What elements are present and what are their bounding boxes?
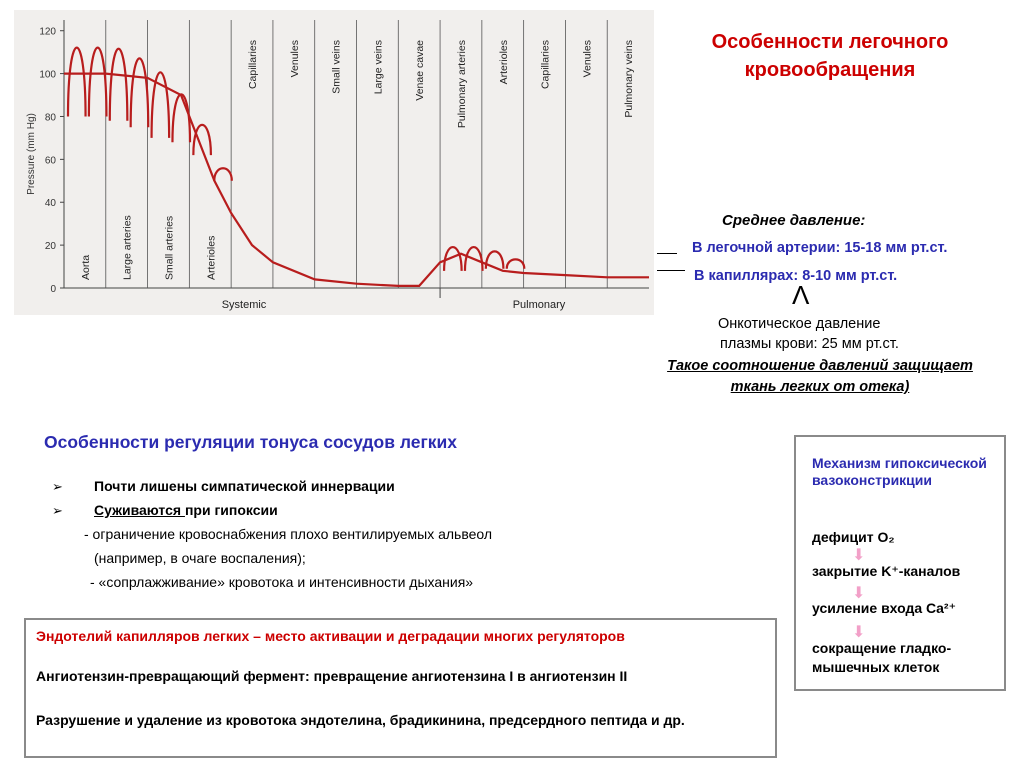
sub-item: - «сопрлажживание» кровотока и интенсивности дыхания»	[90, 574, 474, 590]
segment-label: Capillaries	[539, 40, 552, 90]
mechanism-step-deficit: дефицит O₂	[812, 529, 895, 545]
segment-label: Large arteries	[121, 215, 134, 280]
mean-pressure-label: Среднее давление:	[722, 212, 866, 229]
mechanism-step-increase: усиление входа Ca²⁺	[812, 600, 956, 616]
arrow-down-icon: ⬇	[852, 624, 866, 641]
bullet-arrow-icon: ➢	[52, 503, 63, 518]
pulmonary-artery-pressure: В легочной артерии: 15-18 мм рт.ст.	[692, 240, 948, 256]
capillary-pressure: В капиллярах: 8-10 мм рт.ст.	[694, 268, 898, 284]
segment-label: Capillaries	[247, 39, 260, 90]
oncotic-pressure-line-1: Онкотическое давление	[718, 316, 881, 332]
sub-item: (например, в очаге воспаления);	[94, 550, 306, 566]
y-tick-label: 20	[44, 241, 56, 253]
segment-label: Venules	[581, 40, 594, 78]
bullet-item: Почти лишены симпатической иннервации	[94, 478, 395, 494]
segment-label: Large veins	[372, 40, 385, 95]
mechanism-step-contract: сокращение гладко-мышечных клеток	[812, 640, 952, 675]
page-title: Особенности легочного кровообращения	[711, 31, 949, 81]
segment-label: Pulmonary arteries	[455, 40, 468, 129]
dash-marker	[657, 253, 677, 254]
y-tick-label: 60	[44, 155, 56, 167]
y-axis-label: Pressure (mm Hg)	[26, 113, 37, 195]
oncotic-pressure-line-2: плазмы крови: 25 мм рт.ст.	[720, 336, 899, 352]
bullet-underlined: Суживаются	[94, 502, 185, 518]
bullet-item	[94, 502, 278, 518]
group-label-systemic: Systemic	[221, 299, 267, 311]
segment-label: Arterioles	[205, 235, 218, 280]
pulse-wave	[68, 48, 86, 117]
arrow-down-icon: ⬇	[852, 585, 866, 602]
arrow-down-icon: ⬇	[852, 547, 866, 564]
pulse-wave	[214, 168, 232, 181]
segment-label: Small arteries	[163, 215, 176, 280]
pulse-wave	[89, 48, 107, 117]
pulse-wave	[131, 58, 149, 127]
segment-label: Aorta	[79, 254, 92, 280]
pressure-chart-svg	[14, 10, 654, 315]
bullet-rest: при гипоксии	[184, 502, 278, 518]
mechanism-title: Механизм гипоксической вазоконстрикции	[812, 455, 987, 488]
y-tick-label: 0	[50, 284, 56, 295]
y-tick-label: 40	[44, 198, 56, 210]
bullet-arrow-icon: ➢	[52, 479, 63, 494]
y-tick-label: 100	[39, 69, 56, 81]
group-label-pulmonary: Pulmonary	[512, 299, 566, 311]
segment-label: Pulmonary veins	[623, 40, 636, 118]
pulse-wave	[172, 94, 190, 142]
mechanism-step-closure: закрытие K⁺-каналов	[812, 563, 961, 579]
segment-label: Venules	[288, 40, 301, 78]
endothelium-title: Эндотелий капилляров легких – место активации и деградации многих регуляторов	[36, 628, 625, 644]
endothelium-line-1: Ангиотензин-превращающий фермент: превращение ангиотензина I в ангиотензин II	[36, 668, 628, 684]
protection-note: Такое соотношение давлений защищает ткань легких от отека)	[667, 358, 973, 395]
sub-item: - ограничение кровоснабжения плохо вентилируемых альвеол	[84, 526, 493, 542]
regulation-title: Особенности регуляции тонуса сосудов легких	[44, 432, 458, 452]
y-tick-label: 80	[44, 112, 56, 124]
dash-marker	[657, 270, 685, 271]
endothelium-line-2: Разрушение и удаление из кровотока эндотелина, брадикинина, предсердного пептида и др.	[36, 712, 685, 728]
y-tick-label: 120	[39, 26, 56, 38]
segment-label: Venae cavae	[414, 40, 427, 101]
pulse-wave	[110, 49, 128, 121]
pulse-wave	[507, 259, 525, 268]
segment-label: Small veins	[330, 40, 343, 94]
pressure-chart	[14, 10, 654, 315]
segment-label: Arterioles	[497, 40, 510, 85]
comparison-symbol: Λ	[792, 280, 810, 310]
